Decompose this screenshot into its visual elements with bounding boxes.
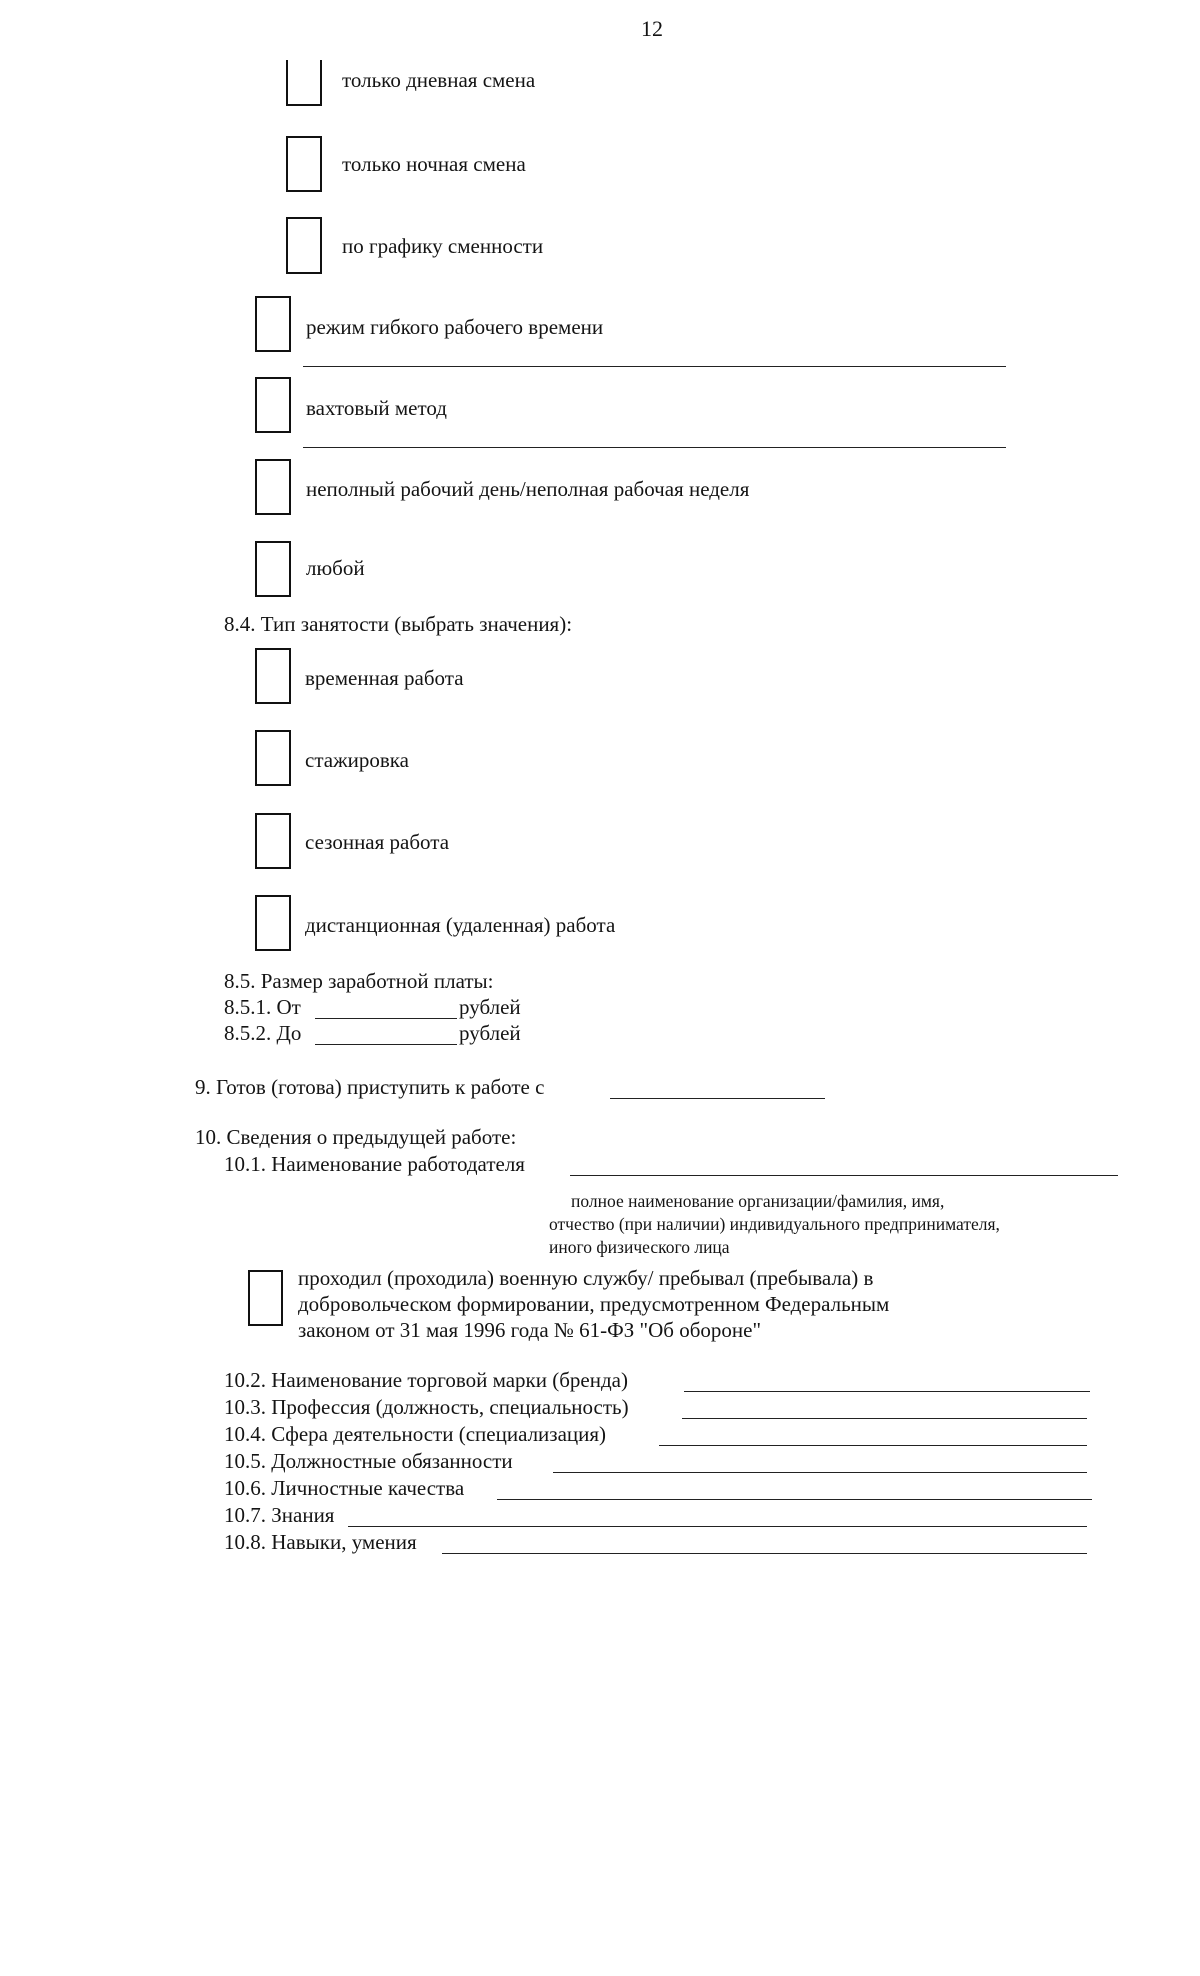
label-seasonal-work: сезонная работа [305,830,450,854]
field-label-personal-qualities: 10.6. Личностные качества [224,1476,465,1500]
label-remote-work: дистанционная (удаленная) работа [305,913,616,937]
label-rotational-method: вахтовый метод [306,396,447,420]
checkbox-flexible-hours[interactable] [255,296,291,352]
field-input-brand[interactable] [684,1391,1090,1392]
field-label-skills: 10.8. Навыки, умения [224,1530,417,1554]
checkbox-temporary-work[interactable] [255,648,291,704]
field-input-personal-qualities[interactable] [497,1499,1092,1500]
start-date-label: 9. Готов (готова) приступить к работе с [195,1075,545,1099]
salary-heading: 8.5. Размер заработной платы: [224,969,494,993]
salary-to-unit: рублей [459,1021,521,1045]
employer-label: 10.1. Наименование работодателя [224,1152,525,1176]
employer-hint-3: иного физического лица [549,1237,730,1257]
military-service-line-2: добровольческом формировании, предусмотренном Федеральным [298,1292,890,1316]
field-label-activity-sphere: 10.4. Сфера деятельности (специализация) [224,1422,607,1446]
field-label-brand: 10.2. Наименование торговой марки (бренда) [224,1368,628,1392]
field-label-duties: 10.5. Должностные обязанности [224,1449,513,1473]
rotational-method-line [303,447,1006,448]
checkbox-night-shift[interactable] [286,136,322,192]
employer-field[interactable] [570,1175,1118,1176]
employment-heading: 8.4. Тип занятости (выбрать значения): [224,612,573,636]
field-input-profession[interactable] [682,1418,1087,1419]
checkbox-rotational-method[interactable] [255,377,291,433]
checkbox-remote-work[interactable] [255,895,291,951]
checkbox-military-service[interactable] [248,1270,283,1326]
checkbox-day-shift[interactable] [286,60,322,106]
salary-to-field[interactable] [315,1044,457,1045]
checkbox-internship[interactable] [255,730,291,786]
employer-hint-1: полное наименование организации/фамилия, имя, [571,1191,945,1211]
field-label-knowledge: 10.7. Знания [224,1503,335,1527]
salary-to-label: 8.5.2. До [224,1021,302,1045]
label-internship: стажировка [305,748,409,772]
label-day-shift: только дневная смена [342,68,536,92]
start-date-field[interactable] [610,1098,825,1099]
label-any-schedule: любой [306,556,365,580]
field-input-activity-sphere[interactable] [659,1445,1087,1446]
page-number: 12 [641,16,663,41]
salary-from-label: 8.5.1. От [224,995,301,1019]
previous-work-heading: 10. Сведения о предыдущей работе: [195,1125,517,1149]
checkbox-shift-schedule[interactable] [286,217,322,274]
checkbox-any-schedule[interactable] [255,541,291,597]
label-part-time: неполный рабочий день/неполная рабочая неделя [306,477,750,501]
military-service-line-3: законом от 31 мая 1996 года № 61-ФЗ "Об обороне" [298,1318,762,1342]
salary-from-unit: рублей [459,995,521,1019]
flexible-hours-line [303,366,1006,367]
label-temporary-work: временная работа [305,666,464,690]
field-input-duties[interactable] [553,1472,1087,1473]
salary-from-field[interactable] [315,1018,457,1019]
checkbox-part-time[interactable] [255,459,291,515]
label-night-shift: только ночная смена [342,152,526,176]
label-shift-schedule: по графику сменности [342,234,544,258]
military-service-line-1: проходил (проходила) военную службу/ пребывал (пребывала) в [298,1266,874,1290]
field-input-knowledge[interactable] [348,1526,1087,1527]
field-input-skills[interactable] [442,1553,1087,1554]
checkbox-seasonal-work[interactable] [255,813,291,869]
employer-hint-2: отчество (при наличии) индивидуального предпринимателя, [549,1214,1000,1234]
label-flexible-hours: режим гибкого рабочего времени [306,315,604,339]
field-label-profession: 10.3. Профессия (должность, специальность) [224,1395,629,1419]
